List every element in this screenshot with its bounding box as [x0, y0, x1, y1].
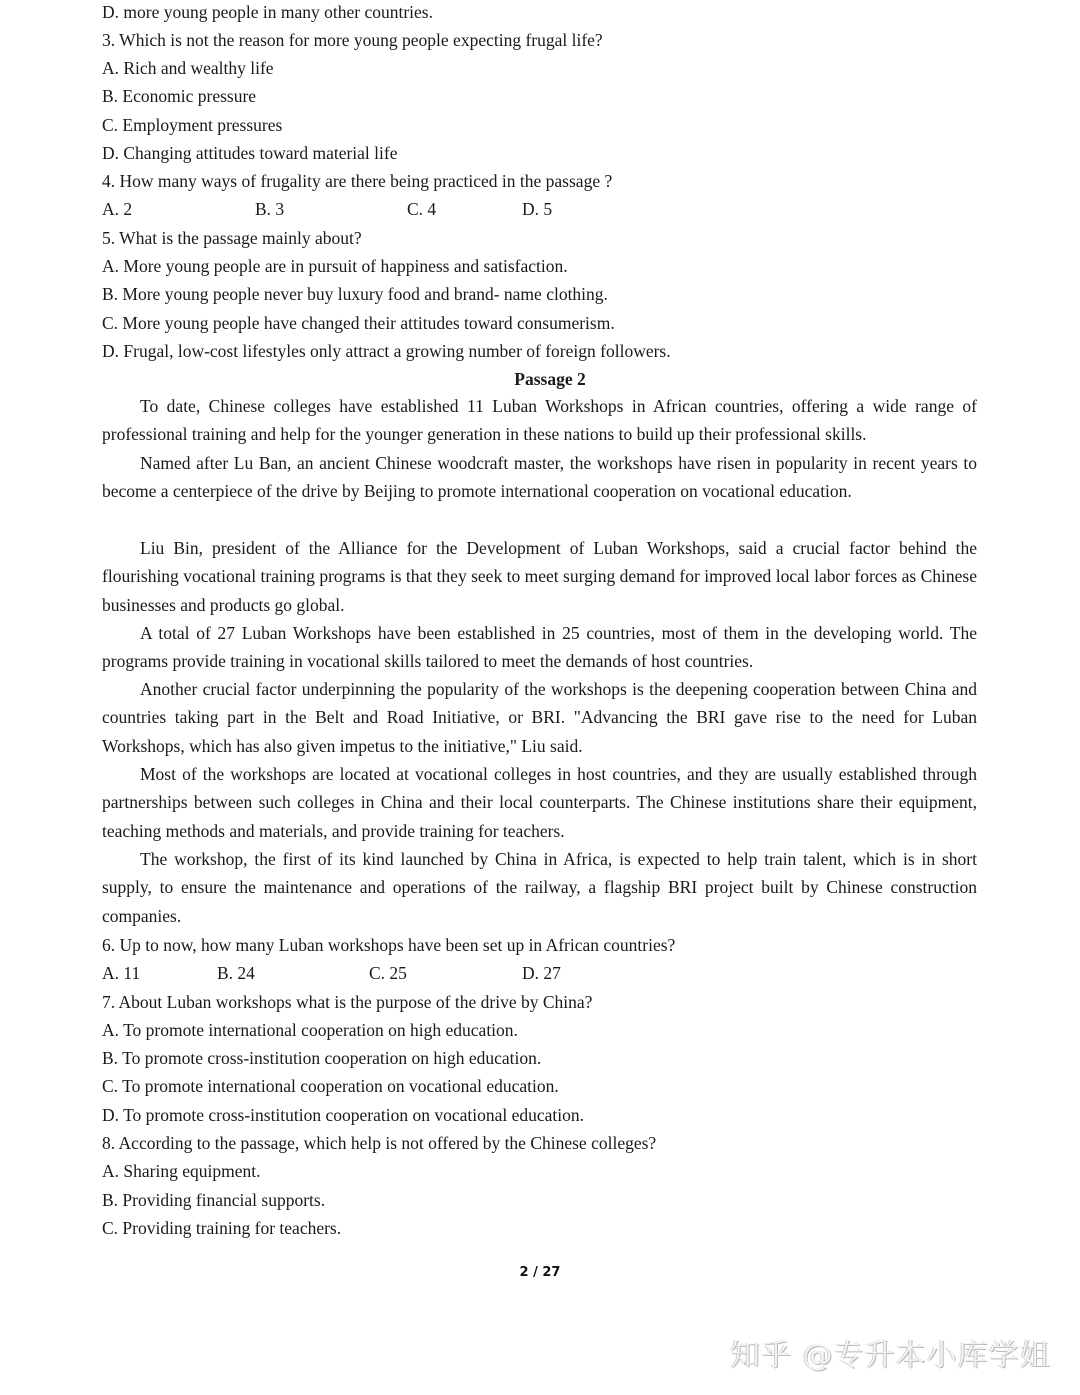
page-number: 2 / 27 — [519, 1265, 561, 1280]
q3-stem: 3. Which is not the reason for more young people expecting frugal life? — [102, 30, 603, 50]
q3-option-d: D. Changing attitudes toward material life — [102, 143, 398, 163]
passage-paragraph: To date, Chinese colleges have established 11 Luban Workshops in African countries, offering a wide range of professional training and help for the younger generation in these nations to build up their professional skills. — [102, 396, 977, 445]
q6-option-a: A. 11 — [102, 963, 141, 983]
watermark: 知乎 @专升本小库学姐 — [730, 1338, 1051, 1373]
q5-stem: 5. What is the passage mainly about? — [102, 228, 362, 248]
q7-stem: 7. About Luban workshops what is the purpose of the drive by China? — [102, 992, 593, 1012]
passage-paragraph: Named after Lu Ban, an ancient Chinese woodcraft master, the workshops have risen in popularity in recent years to become a centerpiece of the drive by Beijing to promote international cooperation on vocational education. — [102, 453, 977, 502]
q4-option-d: D. 5 — [522, 199, 553, 219]
q3-option-a: A. Rich and wealthy life — [102, 58, 274, 78]
q6-option-b: B. 24 — [217, 963, 255, 983]
q3-option-c: C. Employment pressures — [102, 115, 283, 135]
passage-paragraph: A total of 27 Luban Workshops have been established in 25 countries, most of them in the developing world. The programs provide training in vocational skills tailored to meet the demands of host countries. — [102, 623, 977, 672]
q4-option-a: A. 2 — [102, 199, 133, 219]
q8-stem: 8. According to the passage, which help is not offered by the Chinese colleges? — [102, 1133, 657, 1153]
q4-option-c: C. 4 — [407, 199, 437, 219]
q5-option-c: C. More young people have changed their attitudes toward consumerism. — [102, 313, 615, 333]
q8-option-c: C. Providing training for teachers. — [102, 1218, 342, 1238]
q5-option-a: A. More young people are in pursuit of happiness and satisfaction. — [102, 256, 568, 276]
passage-title: Passage 2 — [514, 369, 586, 389]
q6-option-c: C. 25 — [369, 963, 407, 983]
q8-option-b: B. Providing financial supports. — [102, 1190, 326, 1210]
q3-option-b: B. Economic pressure — [102, 86, 257, 106]
q7-option-b: B. To promote cross-institution cooperation on high education. — [102, 1048, 542, 1068]
q4-stem: 4. How many ways of frugality are there being practiced in the passage ? — [102, 171, 613, 191]
q7-option-c: C. To promote international cooperation on vocational education. — [102, 1076, 559, 1096]
passage-paragraph: Liu Bin, president of the Alliance for the Development of Luban Workshops, said a crucial factor behind the flourishing vocational training programs is that they seek to meet surging demand for improved local labor forces as Chinese businesses and products go global. — [102, 538, 977, 615]
passage-paragraph: Another crucial factor underpinning the popularity of the workshops is the deepening cooperation between China and countries taking part in the Belt and Road Initiative, or BRI. "Advancing the BRI gave rise to the need for Luban Workshops, which has also given impetus to the initiative," Liu said. — [102, 679, 977, 756]
q6-stem: 6. Up to now, how many Luban workshops have been set up in African countries? — [102, 935, 676, 955]
q4-option-b: B. 3 — [255, 199, 285, 219]
passage-paragraph: The workshop, the first of its kind launched by China in Africa, is expected to help train talent, which is in short supply, to ensure the maintenance and operations of the railway, a flagship BRI project built by Chinese construction companies. — [102, 849, 977, 926]
q6-option-d: D. 27 — [522, 963, 561, 983]
q5-option-b: B. More young people never buy luxury food and brand- name clothing. — [102, 284, 608, 304]
q7-option-a: A. To promote international cooperation on high education. — [102, 1020, 518, 1040]
passage-paragraph: Most of the workshops are located at vocational colleges in host countries, and they are usually established through partnerships between such colleges in China and their local counterparts. The Chinese institutions share their equipment, teaching methods and materials, and provide training for teachers. — [102, 764, 977, 841]
q8-option-a: A. Sharing equipment. — [102, 1161, 261, 1181]
q5-option-d: D. Frugal, low-cost lifestyles only attract a growing number of foreign followers. — [102, 341, 671, 361]
q2-option-d: D. more young people in many other countries. — [102, 2, 433, 22]
q7-option-d: D. To promote cross-institution cooperation on vocational education. — [102, 1105, 585, 1125]
